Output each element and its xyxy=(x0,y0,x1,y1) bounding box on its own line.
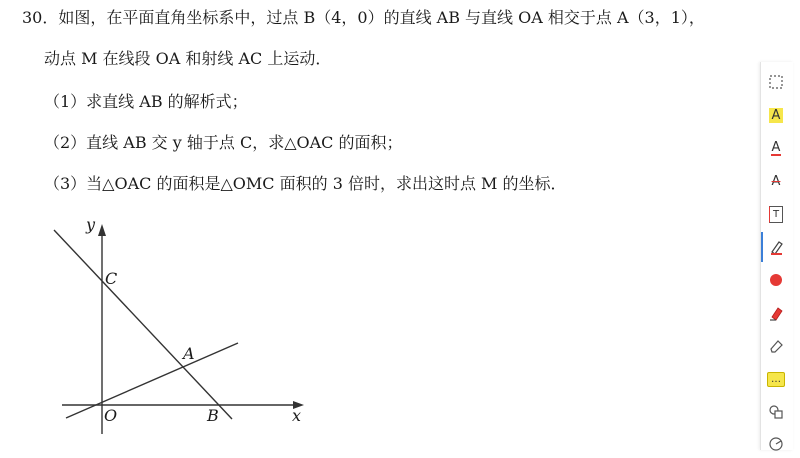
underline-text-tool-button[interactable] xyxy=(761,133,791,163)
underline-a-icon: A xyxy=(771,139,781,155)
comment-tool-button[interactable] xyxy=(761,364,791,394)
highlight-text-tool-button[interactable] xyxy=(761,100,791,130)
question-3: （3）当△OAC 的面积是△OMC 面积的 3 倍时，求出这时点 M 的坐标． xyxy=(44,174,567,193)
line-ab xyxy=(54,230,232,419)
select-box-tool-button[interactable] xyxy=(761,67,791,97)
more-icon xyxy=(767,434,785,452)
problem-statement-line-1: 30．如图，在平面直角坐标系中，过点 B（4，0）的直线 AB 与直线 OA 相交于点 A（3，1）， xyxy=(22,8,705,27)
coordinate-figure xyxy=(40,212,320,442)
color-picker-button[interactable] xyxy=(761,265,791,295)
strikethrough-a-icon: A xyxy=(771,173,781,189)
point-label-c: C xyxy=(105,269,118,288)
question-2: （2）直线 AB 交 y 轴于点 C，求△OAC 的面积； xyxy=(44,133,403,152)
red-dot-icon xyxy=(767,271,785,289)
text-box-tool-button[interactable] xyxy=(761,199,791,229)
point-label-o: O xyxy=(104,406,118,425)
eraser-icon xyxy=(767,337,785,355)
eraser-tool-button[interactable] xyxy=(761,331,791,361)
y-axis-arrow-icon xyxy=(98,224,106,236)
problem-statement-line-2: 动点 M 在线段 OA 和射线 AC 上运动． xyxy=(44,49,332,68)
pen-icon xyxy=(768,238,786,256)
shapes-tool-button[interactable] xyxy=(761,397,791,427)
marker-tool-button[interactable] xyxy=(761,298,791,328)
comment-icon: … xyxy=(767,372,785,387)
marker-icon xyxy=(767,304,785,322)
text-box-icon: T xyxy=(769,206,783,223)
point-label-a: A xyxy=(183,344,195,363)
strikethrough-text-tool-button[interactable] xyxy=(761,166,791,196)
annotation-toolbar xyxy=(760,62,793,450)
shapes-icon xyxy=(767,403,785,421)
point-label-b: B xyxy=(207,406,219,425)
question-1: （1）求直线 AB 的解析式； xyxy=(44,92,248,111)
more-tool-button[interactable] xyxy=(761,428,791,458)
highlight-a-icon: A xyxy=(769,108,784,123)
dashed-rectangle-icon xyxy=(767,73,785,91)
y-axis-label: y xyxy=(86,215,96,234)
pen-tool-button[interactable] xyxy=(761,232,791,262)
x-axis-label: x xyxy=(292,406,302,425)
